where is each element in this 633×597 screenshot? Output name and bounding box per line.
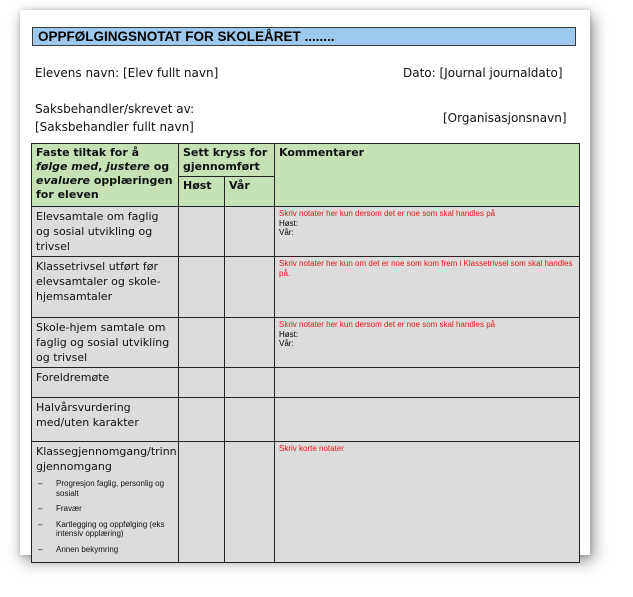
header-measures: Faste tiltak for å følge med, justere og evaluere opplæringen for eleven [32, 144, 179, 207]
student-name-label: Elevens navn: [35, 66, 120, 80]
table-row [32, 207, 580, 257]
note-spring: Vår: [279, 228, 294, 237]
comment-cell[interactable] [275, 442, 580, 563]
bullet-item: – Kartlegging og oppfølging (eks intensiv opplæring) [38, 519, 165, 538]
spring-check-cell[interactable] [225, 207, 275, 257]
autumn-check-cell[interactable] [179, 257, 225, 318]
autumn-check-cell[interactable] [179, 398, 225, 442]
header-spring: Vår [225, 177, 275, 207]
table-row [32, 368, 580, 398]
note-autumn: Høst: [279, 329, 299, 339]
autumn-check-cell[interactable] [179, 368, 225, 398]
note-hint: Skriv korte notater [279, 444, 344, 453]
document-title: OPPFØLGINGSNOTAT FOR SKOLEÅRET ........ [32, 27, 576, 46]
autumn-check-cell[interactable] [179, 442, 225, 563]
date-line [403, 66, 563, 80]
row-label: Skole-hjem samtale om faglig og sosial utvikling og trivsel [32, 318, 179, 368]
handler-label: Saksbehandler/skrevet av: [35, 102, 195, 116]
row-label: Foreldremøte [32, 368, 179, 398]
student-name-line [35, 66, 218, 80]
bullet-list [36, 479, 174, 554]
date-label: Dato: [403, 66, 436, 80]
row-label: Klassegjennomgang/trinn gjennomgang [36, 445, 177, 473]
row-label: Klassetrivsel utført før elevsamtaler og skole-hjemsamtaler [32, 257, 179, 318]
comment-cell[interactable] [275, 318, 580, 368]
document-page [20, 10, 590, 555]
header-checkmark: Sett kryss for gjennomført [179, 144, 275, 177]
spring-check-cell[interactable] [225, 368, 275, 398]
comment-cell[interactable] [275, 398, 580, 442]
organization-name[interactable]: [Organisasjonsnavn] [443, 111, 567, 125]
note-hint: Skriv notater her kun om det er noe som kom frem i Klassetrivsel som skal handles på. [279, 259, 573, 278]
row-label: Halvårsvurdering med/uten karakter [32, 398, 179, 442]
table-row [32, 442, 580, 563]
student-name-value[interactable]: [Elev fullt navn] [123, 66, 219, 80]
bullet-item: – Progresjon faglig, personlig og sosialt [38, 479, 165, 498]
spring-check-cell[interactable] [225, 442, 275, 563]
table-row [32, 398, 580, 442]
autumn-check-cell[interactable] [179, 207, 225, 257]
header-comments: Kommentarer [275, 144, 580, 207]
spring-check-cell[interactable] [225, 318, 275, 368]
date-value[interactable]: [Journal journaldato] [439, 66, 563, 80]
autumn-check-cell[interactable] [179, 318, 225, 368]
row-label: Elevsamtale om faglig og sosial utvikling og trivsel [32, 207, 179, 257]
bullet-item: – Annen bekymring [38, 544, 119, 554]
handler-value[interactable]: [Saksbehandler fullt navn] [35, 120, 194, 134]
note-spring: Vår: [279, 339, 294, 348]
followup-table [31, 143, 580, 563]
spring-check-cell[interactable] [225, 398, 275, 442]
spring-check-cell[interactable] [225, 257, 275, 318]
comment-cell[interactable] [275, 207, 580, 257]
note-autumn: Høst: [279, 218, 299, 228]
table-row [32, 257, 580, 318]
comment-cell[interactable] [275, 257, 580, 318]
comment-cell[interactable] [275, 368, 580, 398]
bullet-item: – Fravær [38, 504, 82, 513]
row-label-cell [32, 442, 179, 563]
table-row [32, 318, 580, 368]
note-hint: Skriv notater her kun dersom det er noe som skal handles på [279, 320, 496, 329]
header-autumn: Høst [179, 177, 225, 207]
note-hint: Skriv notater her kun dersom det er noe som skal handles på [279, 209, 496, 218]
